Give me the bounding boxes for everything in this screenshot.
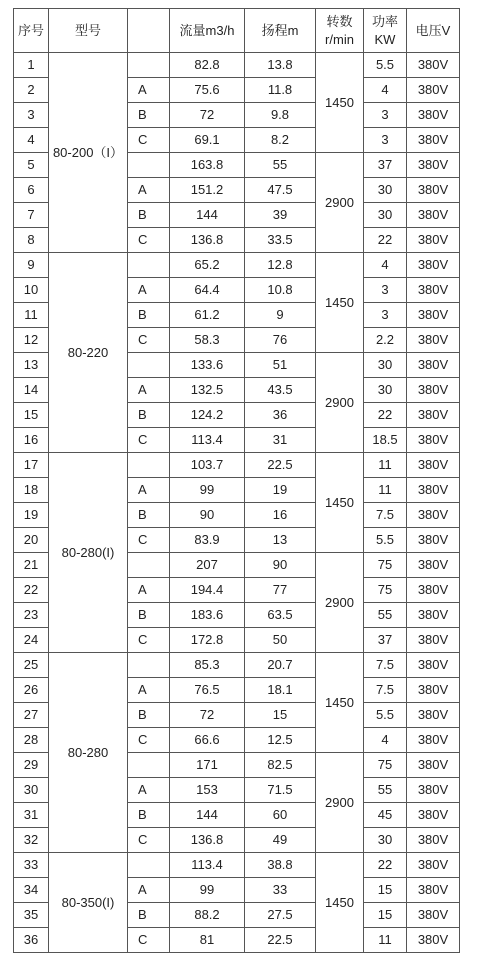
power-cell: 30 bbox=[364, 203, 407, 228]
flow-cell: 83.9 bbox=[170, 528, 245, 553]
voltage-cell: 380V bbox=[407, 428, 460, 453]
model-cell: 80-220 bbox=[49, 253, 128, 453]
power-cell: 45 bbox=[364, 803, 407, 828]
row-index-cell: 33 bbox=[14, 853, 49, 878]
head-cell: 8.2 bbox=[245, 128, 316, 153]
flow-cell: 113.4 bbox=[170, 853, 245, 878]
row-index-cell: 9 bbox=[14, 253, 49, 278]
voltage-cell: 380V bbox=[407, 453, 460, 478]
row-index-cell: 13 bbox=[14, 353, 49, 378]
row-index-cell: 5 bbox=[14, 153, 49, 178]
model-cell: 80-200（I） bbox=[49, 53, 128, 253]
row-index-cell: 28 bbox=[14, 728, 49, 753]
model-cell: 80-350(I) bbox=[49, 853, 128, 953]
header-head: 扬程m bbox=[245, 9, 316, 53]
flow-cell: 194.4 bbox=[170, 578, 245, 603]
head-cell: 31 bbox=[245, 428, 316, 453]
row-index-cell: 25 bbox=[14, 653, 49, 678]
flow-cell: 132.5 bbox=[170, 378, 245, 403]
power-cell: 55 bbox=[364, 603, 407, 628]
variant-cell: B bbox=[128, 103, 170, 128]
head-cell: 33.5 bbox=[245, 228, 316, 253]
head-cell: 82.5 bbox=[245, 753, 316, 778]
voltage-cell: 380V bbox=[407, 478, 460, 503]
variant-cell: A bbox=[128, 578, 170, 603]
voltage-cell: 380V bbox=[407, 103, 460, 128]
flow-cell: 75.6 bbox=[170, 78, 245, 103]
variant-cell bbox=[128, 453, 170, 478]
row-index-cell: 35 bbox=[14, 903, 49, 928]
row-index-cell: 22 bbox=[14, 578, 49, 603]
voltage-cell: 380V bbox=[407, 528, 460, 553]
variant-cell bbox=[128, 353, 170, 378]
head-cell: 49 bbox=[245, 828, 316, 853]
variant-cell: C bbox=[128, 928, 170, 953]
head-cell: 9 bbox=[245, 303, 316, 328]
speed-cell: 1450 bbox=[316, 253, 364, 353]
voltage-cell: 380V bbox=[407, 353, 460, 378]
voltage-cell: 380V bbox=[407, 503, 460, 528]
variant-cell: C bbox=[128, 328, 170, 353]
flow-cell: 58.3 bbox=[170, 328, 245, 353]
model-cell: 80-280(I) bbox=[49, 453, 128, 653]
head-cell: 63.5 bbox=[245, 603, 316, 628]
table-row bbox=[14, 653, 460, 678]
pump-spec-table bbox=[13, 8, 460, 953]
variant-cell: C bbox=[128, 828, 170, 853]
power-cell: 2.2 bbox=[364, 328, 407, 353]
variant-cell: B bbox=[128, 503, 170, 528]
head-cell: 12.8 bbox=[245, 253, 316, 278]
power-cell: 15 bbox=[364, 903, 407, 928]
flow-cell: 81 bbox=[170, 928, 245, 953]
power-cell: 30 bbox=[364, 178, 407, 203]
row-index-cell: 4 bbox=[14, 128, 49, 153]
row-index-cell: 19 bbox=[14, 503, 49, 528]
head-cell: 10.8 bbox=[245, 278, 316, 303]
voltage-cell: 380V bbox=[407, 178, 460, 203]
row-index-cell: 21 bbox=[14, 553, 49, 578]
flow-cell: 151.2 bbox=[170, 178, 245, 203]
voltage-cell: 380V bbox=[407, 928, 460, 953]
row-index-cell: 11 bbox=[14, 303, 49, 328]
head-cell: 20.7 bbox=[245, 653, 316, 678]
speed-cell: 1450 bbox=[316, 53, 364, 153]
voltage-cell: 380V bbox=[407, 203, 460, 228]
head-cell: 71.5 bbox=[245, 778, 316, 803]
power-cell: 11 bbox=[364, 928, 407, 953]
flow-cell: 163.8 bbox=[170, 153, 245, 178]
voltage-cell: 380V bbox=[407, 803, 460, 828]
power-cell: 5.5 bbox=[364, 53, 407, 78]
flow-cell: 124.2 bbox=[170, 403, 245, 428]
flow-cell: 72 bbox=[170, 703, 245, 728]
voltage-cell: 380V bbox=[407, 878, 460, 903]
row-index-cell: 1 bbox=[14, 53, 49, 78]
head-cell: 12.5 bbox=[245, 728, 316, 753]
flow-cell: 144 bbox=[170, 203, 245, 228]
head-cell: 13 bbox=[245, 528, 316, 553]
head-cell: 19 bbox=[245, 478, 316, 503]
power-cell: 3 bbox=[364, 278, 407, 303]
table-row bbox=[14, 853, 460, 878]
voltage-cell: 380V bbox=[407, 628, 460, 653]
row-index-cell: 12 bbox=[14, 328, 49, 353]
variant-cell bbox=[128, 853, 170, 878]
variant-cell bbox=[128, 653, 170, 678]
model-cell: 80-280 bbox=[49, 653, 128, 853]
row-index-cell: 10 bbox=[14, 278, 49, 303]
head-cell: 18.1 bbox=[245, 678, 316, 703]
power-cell: 7.5 bbox=[364, 653, 407, 678]
voltage-cell: 380V bbox=[407, 828, 460, 853]
row-index-cell: 31 bbox=[14, 803, 49, 828]
speed-cell: 2900 bbox=[316, 553, 364, 653]
power-cell: 30 bbox=[364, 353, 407, 378]
row-index-cell: 3 bbox=[14, 103, 49, 128]
head-cell: 90 bbox=[245, 553, 316, 578]
power-cell: 22 bbox=[364, 228, 407, 253]
flow-cell: 85.3 bbox=[170, 653, 245, 678]
variant-cell: C bbox=[128, 228, 170, 253]
head-cell: 51 bbox=[245, 353, 316, 378]
head-cell: 76 bbox=[245, 328, 316, 353]
row-index-cell: 7 bbox=[14, 203, 49, 228]
voltage-cell: 380V bbox=[407, 303, 460, 328]
power-cell: 7.5 bbox=[364, 678, 407, 703]
power-cell: 22 bbox=[364, 853, 407, 878]
voltage-cell: 380V bbox=[407, 603, 460, 628]
flow-cell: 65.2 bbox=[170, 253, 245, 278]
flow-cell: 144 bbox=[170, 803, 245, 828]
power-cell: 18.5 bbox=[364, 428, 407, 453]
power-cell: 30 bbox=[364, 378, 407, 403]
row-index-cell: 8 bbox=[14, 228, 49, 253]
voltage-cell: 380V bbox=[407, 578, 460, 603]
flow-cell: 76.5 bbox=[170, 678, 245, 703]
head-cell: 22.5 bbox=[245, 453, 316, 478]
voltage-cell: 380V bbox=[407, 703, 460, 728]
head-cell: 60 bbox=[245, 803, 316, 828]
flow-cell: 66.6 bbox=[170, 728, 245, 753]
row-index-cell: 2 bbox=[14, 78, 49, 103]
variant-cell: A bbox=[128, 178, 170, 203]
voltage-cell: 380V bbox=[407, 378, 460, 403]
flow-cell: 136.8 bbox=[170, 228, 245, 253]
voltage-cell: 380V bbox=[407, 328, 460, 353]
head-cell: 50 bbox=[245, 628, 316, 653]
head-cell: 55 bbox=[245, 153, 316, 178]
row-index-cell: 36 bbox=[14, 928, 49, 953]
power-cell: 37 bbox=[364, 628, 407, 653]
power-cell: 3 bbox=[364, 303, 407, 328]
power-cell: 3 bbox=[364, 103, 407, 128]
head-cell: 9.8 bbox=[245, 103, 316, 128]
head-cell: 36 bbox=[245, 403, 316, 428]
row-index-cell: 6 bbox=[14, 178, 49, 203]
head-cell: 11.8 bbox=[245, 78, 316, 103]
power-cell: 55 bbox=[364, 778, 407, 803]
flow-cell: 90 bbox=[170, 503, 245, 528]
head-cell: 13.8 bbox=[245, 53, 316, 78]
power-cell: 4 bbox=[364, 728, 407, 753]
voltage-cell: 380V bbox=[407, 228, 460, 253]
table-row bbox=[14, 53, 460, 78]
power-cell: 15 bbox=[364, 878, 407, 903]
row-index-cell: 26 bbox=[14, 678, 49, 703]
power-cell: 75 bbox=[364, 753, 407, 778]
variant-cell: C bbox=[128, 128, 170, 153]
voltage-cell: 380V bbox=[407, 128, 460, 153]
variant-cell: C bbox=[128, 628, 170, 653]
power-cell: 11 bbox=[364, 478, 407, 503]
power-cell: 4 bbox=[364, 78, 407, 103]
variant-cell: C bbox=[128, 528, 170, 553]
speed-cell: 1450 bbox=[316, 853, 364, 953]
speed-cell: 1450 bbox=[316, 653, 364, 753]
flow-cell: 171 bbox=[170, 753, 245, 778]
header-speed: 转数 r/min bbox=[316, 9, 364, 53]
flow-cell: 153 bbox=[170, 778, 245, 803]
row-index-cell: 20 bbox=[14, 528, 49, 553]
flow-cell: 207 bbox=[170, 553, 245, 578]
variant-cell: B bbox=[128, 803, 170, 828]
voltage-cell: 380V bbox=[407, 778, 460, 803]
table-row bbox=[14, 453, 460, 478]
flow-cell: 172.8 bbox=[170, 628, 245, 653]
voltage-cell: 380V bbox=[407, 53, 460, 78]
speed-cell: 2900 bbox=[316, 753, 364, 853]
variant-cell: C bbox=[128, 428, 170, 453]
variant-cell: B bbox=[128, 403, 170, 428]
flow-cell: 69.1 bbox=[170, 128, 245, 153]
head-cell: 38.8 bbox=[245, 853, 316, 878]
voltage-cell: 380V bbox=[407, 753, 460, 778]
variant-cell: A bbox=[128, 378, 170, 403]
variant-cell: B bbox=[128, 303, 170, 328]
voltage-cell: 380V bbox=[407, 678, 460, 703]
flow-cell: 136.8 bbox=[170, 828, 245, 853]
speed-cell: 1450 bbox=[316, 453, 364, 553]
row-index-cell: 18 bbox=[14, 478, 49, 503]
variant-cell bbox=[128, 153, 170, 178]
voltage-cell: 380V bbox=[407, 853, 460, 878]
header-index: 序号 bbox=[14, 9, 49, 53]
voltage-cell: 380V bbox=[407, 728, 460, 753]
power-cell: 30 bbox=[364, 828, 407, 853]
row-index-cell: 23 bbox=[14, 603, 49, 628]
variant-cell: A bbox=[128, 78, 170, 103]
header-power: 功率 KW bbox=[364, 9, 407, 53]
header-model: 型号 bbox=[49, 9, 128, 53]
voltage-cell: 380V bbox=[407, 78, 460, 103]
variant-cell: A bbox=[128, 778, 170, 803]
head-cell: 27.5 bbox=[245, 903, 316, 928]
power-cell: 22 bbox=[364, 403, 407, 428]
head-cell: 39 bbox=[245, 203, 316, 228]
row-index-cell: 30 bbox=[14, 778, 49, 803]
flow-cell: 88.2 bbox=[170, 903, 245, 928]
variant-cell: A bbox=[128, 878, 170, 903]
row-index-cell: 27 bbox=[14, 703, 49, 728]
header-variant bbox=[128, 9, 170, 53]
power-cell: 11 bbox=[364, 453, 407, 478]
power-cell: 7.5 bbox=[364, 503, 407, 528]
table-row bbox=[14, 253, 460, 278]
voltage-cell: 380V bbox=[407, 903, 460, 928]
voltage-cell: 380V bbox=[407, 278, 460, 303]
flow-cell: 133.6 bbox=[170, 353, 245, 378]
variant-cell bbox=[128, 553, 170, 578]
power-cell: 5.5 bbox=[364, 528, 407, 553]
variant-cell: B bbox=[128, 203, 170, 228]
power-cell: 75 bbox=[364, 578, 407, 603]
flow-cell: 61.2 bbox=[170, 303, 245, 328]
speed-cell: 2900 bbox=[316, 353, 364, 453]
variant-cell: B bbox=[128, 703, 170, 728]
head-cell: 16 bbox=[245, 503, 316, 528]
row-index-cell: 14 bbox=[14, 378, 49, 403]
header-voltage: 电压V bbox=[407, 9, 460, 53]
row-index-cell: 32 bbox=[14, 828, 49, 853]
variant-cell bbox=[128, 753, 170, 778]
voltage-cell: 380V bbox=[407, 653, 460, 678]
row-index-cell: 24 bbox=[14, 628, 49, 653]
row-index-cell: 17 bbox=[14, 453, 49, 478]
variant-cell: C bbox=[128, 728, 170, 753]
row-index-cell: 16 bbox=[14, 428, 49, 453]
flow-cell: 72 bbox=[170, 103, 245, 128]
variant-cell: A bbox=[128, 678, 170, 703]
table-body bbox=[14, 53, 460, 953]
head-cell: 15 bbox=[245, 703, 316, 728]
voltage-cell: 380V bbox=[407, 253, 460, 278]
variant-cell bbox=[128, 53, 170, 78]
power-cell: 37 bbox=[364, 153, 407, 178]
row-index-cell: 29 bbox=[14, 753, 49, 778]
voltage-cell: 380V bbox=[407, 153, 460, 178]
head-cell: 43.5 bbox=[245, 378, 316, 403]
head-cell: 77 bbox=[245, 578, 316, 603]
flow-cell: 183.6 bbox=[170, 603, 245, 628]
variant-cell: B bbox=[128, 903, 170, 928]
power-cell: 75 bbox=[364, 553, 407, 578]
variant-cell: A bbox=[128, 478, 170, 503]
speed-cell: 2900 bbox=[316, 153, 364, 253]
row-index-cell: 15 bbox=[14, 403, 49, 428]
head-cell: 33 bbox=[245, 878, 316, 903]
variant-cell: A bbox=[128, 278, 170, 303]
flow-cell: 99 bbox=[170, 478, 245, 503]
flow-cell: 113.4 bbox=[170, 428, 245, 453]
header-row bbox=[14, 9, 460, 53]
power-cell: 4 bbox=[364, 253, 407, 278]
flow-cell: 82.8 bbox=[170, 53, 245, 78]
row-index-cell: 34 bbox=[14, 878, 49, 903]
variant-cell: B bbox=[128, 603, 170, 628]
voltage-cell: 380V bbox=[407, 403, 460, 428]
flow-cell: 103.7 bbox=[170, 453, 245, 478]
head-cell: 47.5 bbox=[245, 178, 316, 203]
flow-cell: 99 bbox=[170, 878, 245, 903]
flow-cell: 64.4 bbox=[170, 278, 245, 303]
voltage-cell: 380V bbox=[407, 553, 460, 578]
variant-cell bbox=[128, 253, 170, 278]
head-cell: 22.5 bbox=[245, 928, 316, 953]
power-cell: 5.5 bbox=[364, 703, 407, 728]
header-flow: 流量m3/h bbox=[170, 9, 245, 53]
power-cell: 3 bbox=[364, 128, 407, 153]
